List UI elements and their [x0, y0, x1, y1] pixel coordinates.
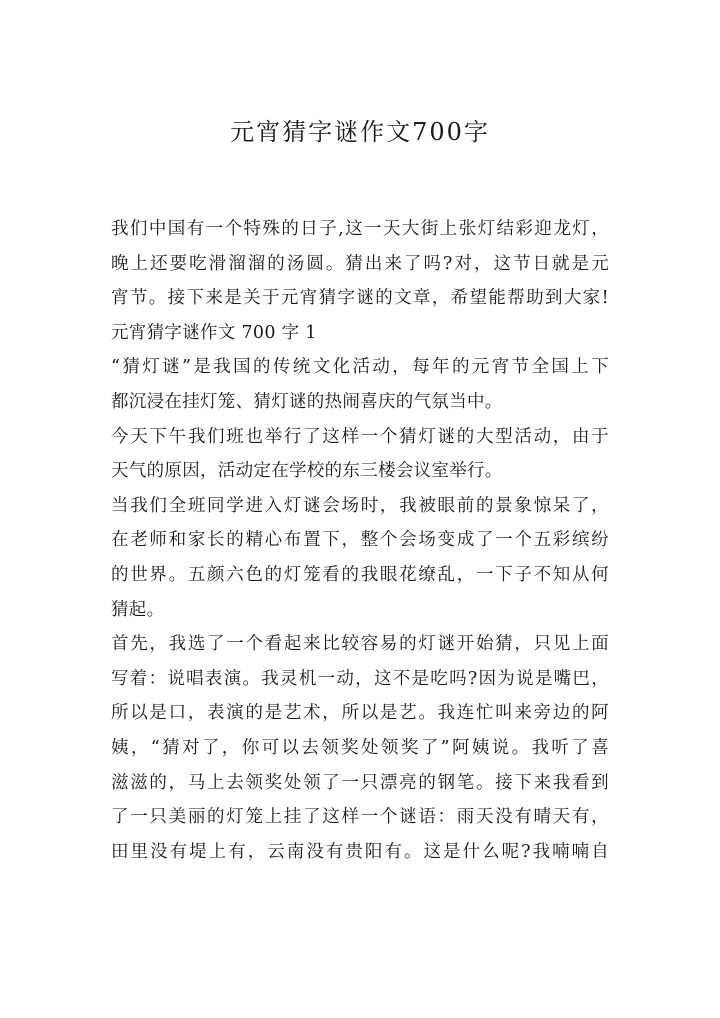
text-line: 了一只美丽的灯笼上挂了这样一个谜语：雨天没有晴天有， — [111, 807, 609, 828]
section-heading: 元宵猜字谜作文 700 字 1 — [111, 322, 317, 343]
text-line: 天气的原因，活动定在学校的东三楼会议室举行。 — [111, 461, 503, 482]
text-line: 今天下午我们班也举行了这样一个猜灯谜的大型活动，由于 — [111, 426, 609, 447]
text-line: 姨，“猜对了，你可以去领奖处领奖了”阿姨说。我听了喜 — [111, 737, 609, 758]
text-line: 都沉浸在挂灯笼、猜灯谜的热闹喜庆的气氛当中。 — [111, 391, 503, 412]
text-line: 的世界。五颜六色的灯笼看的我眼花缭乱，一下子不知从何 — [111, 564, 609, 585]
text-line: 所以是口，表演的是艺术，所以是艺。我连忙叫来旁边的阿 — [111, 703, 609, 724]
text-line: “猜灯谜”是我国的传统文化活动，每年的元宵节全国上下 — [111, 357, 609, 378]
text-line: 在老师和家长的精心布置下，整个会场变成了一个五彩缤纷 — [111, 530, 609, 551]
text-line: 写着：说唱表演。我灵机一动，这不是吃吗?因为说是嘴巴， — [111, 668, 609, 689]
text-line: 当我们全班同学进入灯谜会场时，我被眼前的景象惊呆了， — [111, 495, 609, 516]
text-line: 田里没有堤上有，云南没有贵阳有。这是什么呢?我喃喃自 — [111, 841, 609, 862]
document-body — [111, 212, 609, 869]
document-title: 元宵猜字谜作文700字 — [230, 118, 490, 146]
text-line: 滋滋的，马上去领奖处领了一只漂亮的钢笔。接下来我看到 — [111, 772, 609, 793]
text-line: 首先，我选了一个看起来比较容易的灯谜开始猜，只见上面 — [111, 634, 609, 655]
text-line: 宵节。接下来是关于元宵猜字谜的文章，希望能帮助到大家! — [111, 288, 609, 309]
text-line: 猜起。 — [111, 599, 165, 620]
text-line: 我们中国有一个特殊的日子,这一天大街上张灯结彩迎龙灯， — [111, 219, 609, 239]
text-line: 晚上还要吃滑溜溜的汤圆。猜出来了吗?对，这节日就是元 — [111, 253, 609, 274]
